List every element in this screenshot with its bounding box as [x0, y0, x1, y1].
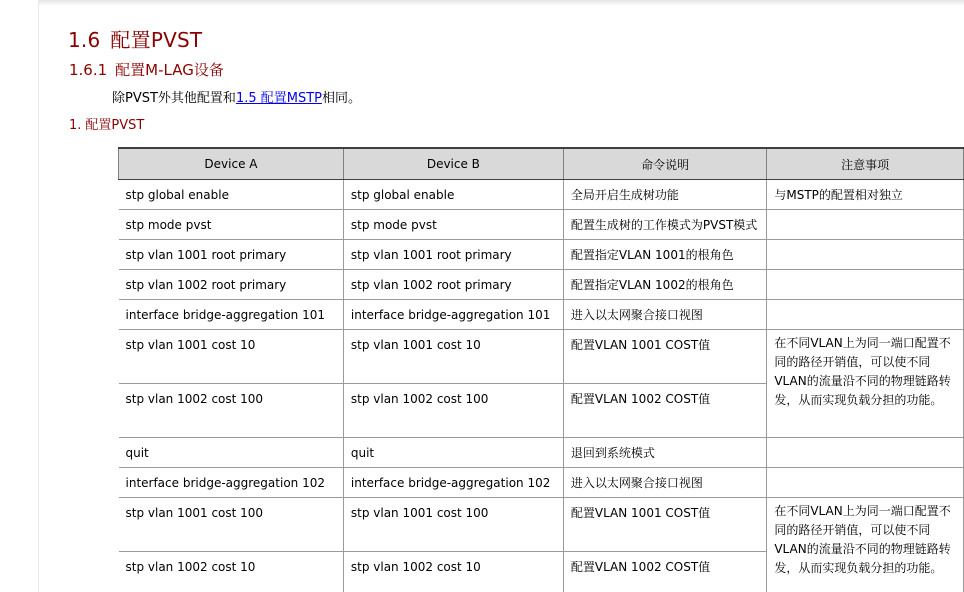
- step-number: 1.: [69, 118, 82, 133]
- table-row: [119, 468, 964, 498]
- description-cell: 配置VLAN 1002 COST值: [563, 384, 766, 438]
- note-cell: [767, 240, 964, 270]
- subsection-heading: [69, 59, 224, 80]
- description-cell: 配置VLAN 1001 COST值: [563, 330, 766, 384]
- table-row: [119, 240, 964, 270]
- intro-paragraph: [112, 87, 361, 106]
- table-row: [119, 498, 964, 552]
- description-cell: 配置生成树的工作模式为PVST模式: [563, 210, 766, 240]
- device-a-cell: interface bridge-aggregation 102: [119, 468, 344, 498]
- device-b-cell: stp vlan 1001 cost 100: [343, 498, 563, 552]
- note-cell: [767, 438, 964, 468]
- header-command-description: 命令说明: [563, 148, 766, 180]
- device-b-cell: stp vlan 1002 cost 100: [343, 384, 563, 438]
- table-row: [119, 270, 964, 300]
- description-cell: 配置指定VLAN 1002的根角色: [563, 270, 766, 300]
- description-cell: 退回到系统模式: [563, 438, 766, 468]
- device-a-cell: stp vlan 1001 cost 100: [119, 498, 344, 552]
- description-cell: 配置VLAN 1001 COST值: [563, 498, 766, 552]
- device-b-cell: stp mode pvst: [343, 210, 563, 240]
- device-a-cell: quit: [119, 438, 344, 468]
- table-row: [119, 300, 964, 330]
- device-a-cell: interface bridge-aggregation 101: [119, 300, 344, 330]
- note-cell: 在不同VLAN上为同一端口配置不同的路径开销值，可以使不同VLAN的流量沿不同的物理链路转发，从而实现负载分担的功能。: [767, 498, 964, 592]
- config-table: [118, 147, 964, 592]
- device-b-cell: stp vlan 1002 root primary: [343, 270, 563, 300]
- table-row: [119, 210, 964, 240]
- intro-text-after: 相同。: [322, 91, 362, 106]
- left-margin-rule: [38, 0, 39, 592]
- device-b-cell: stp vlan 1002 cost 10: [343, 552, 563, 592]
- table-row: [119, 330, 964, 384]
- section-heading: [68, 24, 202, 53]
- note-cell: [767, 300, 964, 330]
- device-a-cell: stp vlan 1001 cost 10: [119, 330, 344, 384]
- device-b-cell: stp vlan 1001 root primary: [343, 240, 563, 270]
- mstp-section-link[interactable]: 1.5 配置MSTP: [235, 91, 322, 106]
- subsection-number: 1.6.1: [69, 61, 108, 79]
- note-cell: [767, 270, 964, 300]
- device-a-cell: stp vlan 1002 root primary: [119, 270, 344, 300]
- note-cell: 在不同VLAN上为同一端口配置不同的路径开销值，可以使不同VLAN的流量沿不同的物理链路转发，从而实现负载分担的功能。: [767, 330, 964, 438]
- description-cell: 进入以太网聚合接口视图: [563, 468, 766, 498]
- device-a-cell: stp vlan 1002 cost 100: [119, 384, 344, 438]
- header-device-b: Device B: [343, 148, 563, 180]
- step-title: 配置PVST: [85, 118, 145, 133]
- description-cell: 全局开启生成树功能: [563, 180, 766, 210]
- device-b-cell: quit: [343, 438, 563, 468]
- intro-text-before: 除PVST外其他配置和: [112, 91, 236, 106]
- device-b-cell: interface bridge-aggregation 102: [343, 468, 563, 498]
- device-b-cell: interface bridge-aggregation 101: [343, 300, 563, 330]
- device-b-cell: stp vlan 1001 cost 10: [343, 330, 563, 384]
- description-cell: 配置指定VLAN 1001的根角色: [563, 240, 766, 270]
- table-row: [119, 438, 964, 468]
- device-a-cell: stp mode pvst: [119, 210, 344, 240]
- section-number: 1.6: [68, 28, 101, 52]
- section-title: 配置PVST: [110, 28, 203, 52]
- table-header-row: [119, 148, 964, 180]
- top-shadow: [39, 0, 964, 6]
- step-heading: [69, 114, 144, 133]
- header-device-a: Device A: [119, 148, 344, 180]
- note-cell: 与MSTP的配置相对独立: [767, 180, 964, 210]
- description-cell: 进入以太网聚合接口视图: [563, 300, 766, 330]
- description-cell: 配置VLAN 1002 COST值: [563, 552, 766, 592]
- device-a-cell: stp vlan 1002 cost 10: [119, 552, 344, 592]
- device-a-cell: stp global enable: [119, 180, 344, 210]
- subsection-title: 配置M-LAG设备: [115, 61, 224, 79]
- note-cell: [767, 210, 964, 240]
- device-a-cell: stp vlan 1001 root primary: [119, 240, 344, 270]
- note-cell: [767, 468, 964, 498]
- header-notes: 注意事项: [767, 148, 964, 180]
- table-row: [119, 180, 964, 210]
- device-b-cell: stp global enable: [343, 180, 563, 210]
